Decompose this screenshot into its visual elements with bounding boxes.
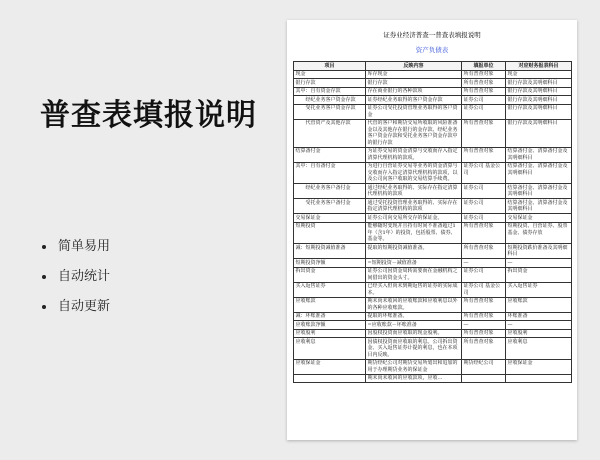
table-cell: 证券公司向交易所交存的保证金。 xyxy=(366,214,462,223)
table-cell: — xyxy=(506,259,572,268)
table-cell: 应收股利 xyxy=(506,329,572,338)
document-title: 证券业经济普查一普查表填报说明 xyxy=(383,31,481,39)
table-row xyxy=(294,259,572,268)
table-cell: 其中：自有资金存款 xyxy=(294,87,366,96)
table-body xyxy=(294,70,572,383)
feature-item xyxy=(42,292,110,322)
header-cell: 对应财务报表科目 xyxy=(506,62,572,71)
table-cell: 证券公司 基金公司 xyxy=(462,162,506,184)
table-cell: 通过受托投资管理业务取得的、实际存在指定清算代理机构的款项 xyxy=(366,199,462,214)
table-cell: 银行存款 xyxy=(294,79,366,88)
table-cell: 应收保证金 xyxy=(506,359,572,374)
table-cell: 所有普查对象 xyxy=(462,244,506,259)
table-cell: 所有普查对象 xyxy=(462,79,506,88)
table-row xyxy=(294,162,572,184)
header-cell: 项目 xyxy=(294,62,366,71)
table-row xyxy=(294,87,572,96)
feature-label: 简单易用 xyxy=(58,239,111,254)
table-cell: 短期投资净额 xyxy=(294,259,366,268)
table-cell: 代管的客户和期货交易所收取的风险准备金以及其他存在银行的金存款、经纪业务客户资金存款和受托业务客户资金存款中的银行存款 xyxy=(366,119,462,147)
table-cell: 已经买入但尚未到期返售的证券的实际成本。 xyxy=(366,282,462,297)
table-cell: 银行存款及其明细科目 xyxy=(506,119,572,147)
feature-list xyxy=(42,232,110,322)
bullet-icon xyxy=(42,245,46,249)
table-cell: 所有普查对象 xyxy=(462,329,506,338)
balance-sheet-table xyxy=(293,61,572,383)
table-cell: 通过经纪业务取得的、实际存在指定清算代理机构的款项 xyxy=(366,184,462,199)
table-cell: 银行存款及其明细科目 xyxy=(506,79,572,88)
table-cell: 因股权投资而应收取的现金股利。 xyxy=(366,329,462,338)
table-cell: — xyxy=(462,259,506,268)
table-cell: 买入返售证券 xyxy=(506,282,572,297)
table-row xyxy=(294,282,572,297)
table-cell: 证券经纪业务取得的客户资金存款 xyxy=(366,96,462,105)
table-row xyxy=(294,329,572,338)
table-cell: 所有普查对象 xyxy=(462,147,506,162)
table-row xyxy=(294,359,572,374)
table-cell xyxy=(506,374,572,383)
table-cell: 其中：自有备付金 xyxy=(294,162,366,184)
feature-item xyxy=(42,232,110,262)
table-cell: 提取的短期投资减值准备。 xyxy=(366,244,462,259)
table-cell: 为证券交易的资金清算与交收而存入指定清算代理机构的款项。 xyxy=(366,147,462,162)
table-cell: 应收账款 xyxy=(294,297,366,312)
document-subtitle: 资产负债表 xyxy=(415,46,449,54)
table-cell: 期末尚未收回的应收款项，应收… xyxy=(366,374,462,383)
table-cell: 证券公司 xyxy=(462,96,506,105)
table-row xyxy=(294,244,572,259)
table-cell: 应收利息 xyxy=(506,338,572,360)
table-cell: 证券公司 xyxy=(462,184,506,199)
table-cell: 交易保证金 xyxy=(506,214,572,223)
table-cell: 应收保证金 xyxy=(294,359,366,374)
table-cell: 结算备付金、清算备付金及其明细科目 xyxy=(506,199,572,214)
table-cell: 受托业务客户资金存款 xyxy=(294,104,366,119)
table-cell: 证券公司 xyxy=(462,214,506,223)
table-cell: 减：坏账准备 xyxy=(294,312,366,321)
bullet-icon xyxy=(42,305,46,309)
left-panel xyxy=(40,90,280,134)
table-cell: 结算备付金、清算备付金及其明细科目 xyxy=(506,147,572,162)
table-cell: 证券公司因资金周转需要而在金融机构之间借出的资金头寸。 xyxy=(366,267,462,282)
table-cell: 证券公司 xyxy=(462,199,506,214)
table-cell: 应收账款 xyxy=(506,297,572,312)
table-cell: 证券公司 基金公司 xyxy=(462,282,506,297)
table-header-row xyxy=(294,62,572,71)
table-cell: 所有普查对象 xyxy=(462,297,506,312)
table-cell: 结算备付金 xyxy=(294,147,366,162)
table-cell: 短期投资、自营证券、股票基金、债券存放 xyxy=(506,222,572,244)
table-cell: 减：短期投资减值准备 xyxy=(294,244,366,259)
table-cell: 短期投资 xyxy=(294,222,366,244)
table-row xyxy=(294,119,572,147)
bullet-icon xyxy=(42,275,46,279)
table-row xyxy=(294,297,572,312)
table-cell: 因债权投资而应收取的利息。公司拆出资金、买入返售证券计提的利息，也在本项目内反映。 xyxy=(366,338,462,360)
table-cell: 证券公司 xyxy=(462,104,506,119)
feature-item xyxy=(42,262,110,292)
table-cell: 所有普查对象 xyxy=(462,87,506,96)
table-cell: 买入返售证券 xyxy=(294,282,366,297)
feature-label: 自动统计 xyxy=(58,269,111,284)
table-cell: 现金 xyxy=(294,70,366,79)
table-row xyxy=(294,338,572,360)
table-cell: 短期投资跌价准备及其明细科目 xyxy=(506,244,572,259)
table-cell: 为进行自营证券交易等业务的资金清算与交收而存入指定清算代理机构的款项，以及公司向客户收取的交易结算手续费。 xyxy=(366,162,462,184)
header-cell: 填报单位 xyxy=(462,62,506,71)
table-row xyxy=(294,374,572,383)
document-preview xyxy=(287,20,577,440)
table-row xyxy=(294,199,572,214)
table-cell: =应收账款－坏账准备 xyxy=(366,321,462,330)
table-cell: 拆出资金 xyxy=(506,267,572,282)
table-cell: 银行存款及其明细科目 xyxy=(506,87,572,96)
table-row xyxy=(294,214,572,223)
table-cell: 期货经纪公司 xyxy=(462,359,506,374)
table-row xyxy=(294,184,572,199)
table-cell: 所有普查对象 xyxy=(462,222,506,244)
table-cell: 坏账准备 xyxy=(506,312,572,321)
table-cell: 所有普查对象 xyxy=(462,119,506,147)
table-cell: 期货经纪公司对期货交易所划出和追加的用于办理期货业务的保证金 xyxy=(366,359,462,374)
page-title: 普查表填报说明 xyxy=(40,98,257,133)
table-cell: 代管资产及其他存款 xyxy=(294,119,366,147)
table-cell: 提取的坏账准备。 xyxy=(366,312,462,321)
table-cell: 所有普查对象 xyxy=(462,338,506,360)
table-cell: 现金 xyxy=(506,70,572,79)
table-row xyxy=(294,321,572,330)
table-cell: 所有普查对象 xyxy=(462,312,506,321)
table-cell: 受托业务客户备付金 xyxy=(294,199,366,214)
table-cell: 银行存款及其明细科目 xyxy=(506,104,572,119)
table-cell: — xyxy=(462,321,506,330)
table-cell: 存在商业银行的各种款项 xyxy=(366,87,462,96)
table-cell: 经纪业务客户备付金 xyxy=(294,184,366,199)
table-row xyxy=(294,222,572,244)
table-row xyxy=(294,267,572,282)
table-cell: 期末尚未收回的应收账款和应收利息以外的各种应收账款。 xyxy=(366,297,462,312)
table-cell: 结算备付金、清算备付金及其明细科目 xyxy=(506,184,572,199)
feature-label: 自动更新 xyxy=(58,299,111,314)
table-cell xyxy=(294,374,366,383)
table-row xyxy=(294,147,572,162)
table-cell: 所有普查对象 xyxy=(462,70,506,79)
table-cell: 结算备付金、清算备付金及其明细科目 xyxy=(506,162,572,184)
table-cell: 银行存款及其明细科目 xyxy=(506,96,572,105)
table-cell: 拆出资金 xyxy=(294,267,366,282)
table-row xyxy=(294,96,572,105)
table-cell: 应收股利 xyxy=(294,329,366,338)
table-cell xyxy=(462,374,506,383)
table-cell: 能够随时变现并且持有时间不准备超过1年（含1年）的投资，包括股票、债券、基金等。 xyxy=(366,222,462,244)
table-row xyxy=(294,70,572,79)
table-row xyxy=(294,312,572,321)
table-cell: 库存现金 xyxy=(366,70,462,79)
header-cell: 反映内容 xyxy=(366,62,462,71)
table-cell: 证券公司受托投资管理业务取得的客户资金 xyxy=(366,104,462,119)
table-cell: — xyxy=(506,321,572,330)
table-cell: 交易保证金 xyxy=(294,214,366,223)
table-cell: 证券公司 xyxy=(462,267,506,282)
table-cell: 银行存款 xyxy=(366,79,462,88)
table-row xyxy=(294,79,572,88)
table-row xyxy=(294,104,572,119)
table-cell: =短期投资－减值准备 xyxy=(366,259,462,268)
table-cell: 应收利息 xyxy=(294,338,366,360)
table-cell: 应收账款净额 xyxy=(294,321,366,330)
table-cell: 经纪业务客户资金存款 xyxy=(294,96,366,105)
